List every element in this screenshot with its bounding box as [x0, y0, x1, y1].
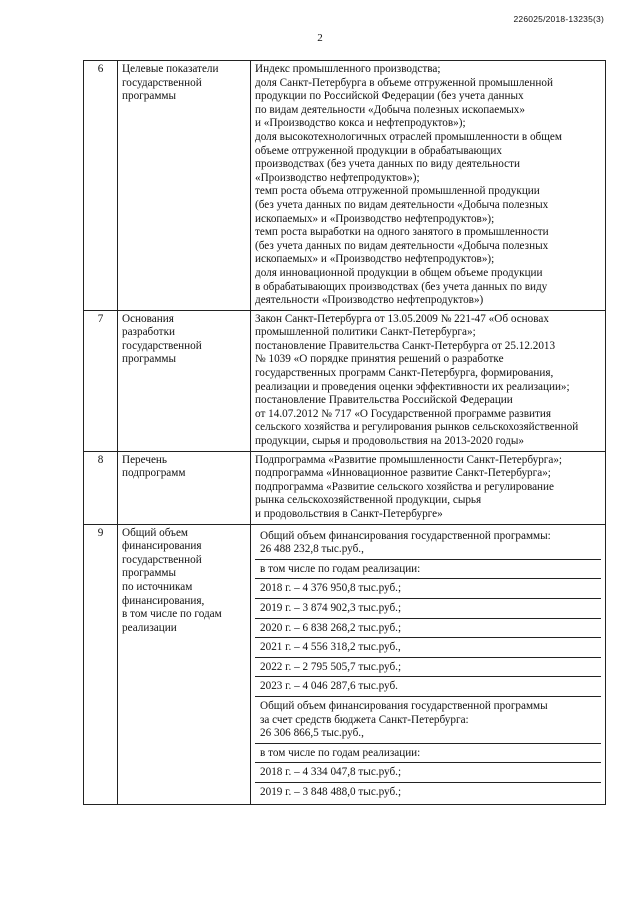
- document-id: 226025/2018-13235(3): [513, 14, 604, 24]
- page-number: 2: [317, 32, 323, 44]
- row-content-line: темп роста объема отгруженной промышленной продукции: [255, 185, 540, 198]
- row-content-line: и продовольствия в Санкт-Петербурге»: [255, 508, 443, 520]
- row-heading-line: в том числе по годам: [122, 608, 222, 621]
- financing-entry: [255, 743, 601, 763]
- row-heading-line: разработки: [122, 326, 175, 339]
- row-number: 9: [84, 524, 118, 804]
- row-content-line: Индекс промышленного производства;: [255, 63, 441, 75]
- table-row: [84, 451, 606, 524]
- financing-line: в том числе по годам реализации:: [260, 746, 421, 759]
- financing-line: за счет средств бюджета Санкт-Петербурга:: [260, 713, 469, 726]
- row-content-line: доля высокотехнологичных отраслей промышленности в общем: [255, 130, 562, 143]
- row-content-line: от 14.07.2012 № 717 «О Государственной программе развития: [255, 407, 552, 420]
- financing-subtable: [255, 527, 601, 802]
- financing-entry: [255, 782, 601, 801]
- financing-entry: [255, 579, 601, 599]
- row-number: 7: [84, 310, 118, 451]
- row-content-line: подпрограмма «Развитие сельского хозяйства и регулирование: [255, 480, 555, 493]
- row-heading: [118, 310, 251, 451]
- financing-line: 2018 г. – 4 334 047,8 тыс.руб.;: [260, 766, 402, 779]
- row-number: 6: [84, 61, 118, 311]
- row-content-line: «Производство нефтепродуктов»);: [255, 171, 420, 184]
- row-content-line: Подпрограмма «Развитие промышленности Санкт-Петербурга»;: [255, 453, 563, 466]
- row-content-line: доля инновационной продукции в общем объеме продукции: [255, 266, 543, 279]
- financing-line: Общий объем финансирования государственной программы: [260, 699, 548, 712]
- financing-row: [255, 638, 601, 658]
- financing-entry: [255, 677, 601, 697]
- row-content-line: (без учета данных по видам деятельности «Добыча полезных: [255, 239, 549, 252]
- row-content-line: темп роста выработки на одного занятого в промышленности: [255, 226, 549, 239]
- financing-entry: [255, 696, 601, 743]
- row-content-line: (без учета данных по видам деятельности «Добыча полезных: [255, 198, 549, 211]
- row-content-line: и «Производство кокса и нефтепродуктов»);: [255, 117, 466, 130]
- financing-row: [255, 677, 601, 697]
- row-heading-line: по источникам: [122, 580, 193, 593]
- row-content-line: доля Санкт-Петербурга в объеме отгруженной промышленной: [255, 76, 553, 89]
- row-heading: [118, 61, 251, 311]
- financing-entry: [255, 527, 601, 560]
- row-content-line: объеме отгруженной продукции в обрабатывающих: [255, 144, 502, 157]
- financing-entry: [255, 638, 601, 658]
- table-row: [84, 310, 606, 451]
- financing-line: 2023 г. – 4 046 287,6 тыс.руб.: [260, 680, 398, 693]
- financing-line: 2020 г. – 6 838 268,2 тыс.руб.;: [260, 621, 402, 634]
- row-content-line: продукции по Российской Федерации (без учета данных: [255, 90, 524, 103]
- financing-row: [255, 696, 601, 743]
- financing-row: [255, 657, 601, 677]
- row-content-line: деятельности «Производство нефтепродуктов»): [255, 294, 484, 307]
- financing-row: [255, 527, 601, 560]
- row-content-line: постановление Правительства Российской Федерации: [255, 394, 513, 407]
- row-heading-line: Целевые показатели: [122, 63, 219, 75]
- row-heading: [118, 524, 251, 804]
- row-heading-line: Перечень: [122, 453, 168, 466]
- financing-entry: [255, 763, 601, 783]
- row-content-line: постановление Правительства Санкт-Петербурга от 25.12.2013: [255, 339, 556, 352]
- financing-entry: [255, 618, 601, 638]
- row-heading-line: государственной: [122, 339, 202, 352]
- financing-entry: [255, 598, 601, 618]
- table-row: [84, 61, 606, 311]
- financing-row: [255, 559, 601, 579]
- financing-line: 2019 г. – 3 874 902,3 тыс.руб.;: [260, 601, 402, 614]
- row-content-line: производствах (без учета данных по виду деятельности: [255, 158, 520, 171]
- row-content-line: промышленной политики Санкт-Петербурга»;: [255, 326, 476, 339]
- row-content-line: Закон Санкт-Петербурга от 13.05.2009 № 221-47 «Об основах: [255, 312, 549, 325]
- financing-line: 2019 г. – 3 848 488,0 тыс.руб.;: [260, 785, 402, 798]
- row-content: [251, 310, 606, 451]
- financing-line: 2018 г. – 4 376 950,8 тыс.руб.;: [260, 582, 402, 595]
- row-heading: [118, 451, 251, 524]
- row-heading-line: финансирования,: [122, 594, 205, 607]
- row-content-line: сельского хозяйства и регулирования рынков сельскохозяйственной: [255, 421, 579, 434]
- row-content-line: ископаемых» и «Производство нефтепродуктов»);: [255, 253, 495, 266]
- financing-line: 2021 г. – 4 556 318,2 тыс.руб.,: [260, 641, 401, 654]
- row-number: 8: [84, 451, 118, 524]
- table-row: [84, 524, 606, 804]
- row-content-line: по видам деятельности «Добыча полезных ископаемых»: [255, 103, 525, 116]
- row-heading-line: государственной: [122, 553, 202, 566]
- row-content-line: подпрограмма «Инновационное развитие Санкт-Петербурга»;: [255, 467, 551, 480]
- financing-cell: [251, 524, 606, 804]
- row-content-line: продукции, сырья и продовольствия на 2013-2020 годы»: [255, 435, 524, 448]
- financing-row: [255, 782, 601, 801]
- financing-row: [255, 743, 601, 763]
- row-heading-line: программы: [122, 90, 176, 103]
- financing-entry: [255, 657, 601, 677]
- financing-line: 26 488 232,8 тыс.руб.,: [260, 543, 364, 556]
- passport-table: [83, 60, 606, 805]
- row-content-line: № 1039 «О порядке принятия решений о разработке: [255, 353, 504, 366]
- row-heading-line: государственной: [122, 76, 202, 89]
- financing-line: 2022 г. – 2 795 505,7 тыс.руб.;: [260, 660, 402, 673]
- row-content-line: в обрабатывающих производствах (без учета данных по виду: [255, 280, 548, 293]
- financing-row: [255, 618, 601, 638]
- row-heading-line: Основания: [122, 312, 174, 325]
- row-content: [251, 451, 606, 524]
- row-content-line: рынка сельскохозяйственной продукции, сырья: [255, 494, 482, 507]
- row-heading-line: финансирования: [122, 540, 202, 553]
- row-heading-line: подпрограмм: [122, 467, 186, 480]
- row-heading-line: Общий объем: [122, 526, 188, 539]
- passport-table-body: [84, 61, 606, 805]
- financing-row: [255, 763, 601, 783]
- financing-line: 26 306 866,5 тыс.руб.,: [260, 727, 364, 740]
- row-heading-line: реализации: [122, 621, 177, 634]
- financing-entry: [255, 559, 601, 579]
- row-heading-line: программы: [122, 567, 176, 580]
- row-heading-line: программы: [122, 353, 176, 366]
- row-content-line: реализации и проведения оценки эффективности их реализации»;: [255, 380, 570, 393]
- financing-line: в том числе по годам реализации:: [260, 562, 421, 575]
- row-content-line: государственных программ Санкт-Петербурга, формирования,: [255, 367, 554, 380]
- financing-line: Общий объем финансирования государственной программы:: [260, 529, 551, 542]
- financing-row: [255, 579, 601, 599]
- financing-row: [255, 598, 601, 618]
- row-content-line: ископаемых» и «Производство нефтепродуктов»);: [255, 212, 495, 225]
- row-content: [251, 61, 606, 311]
